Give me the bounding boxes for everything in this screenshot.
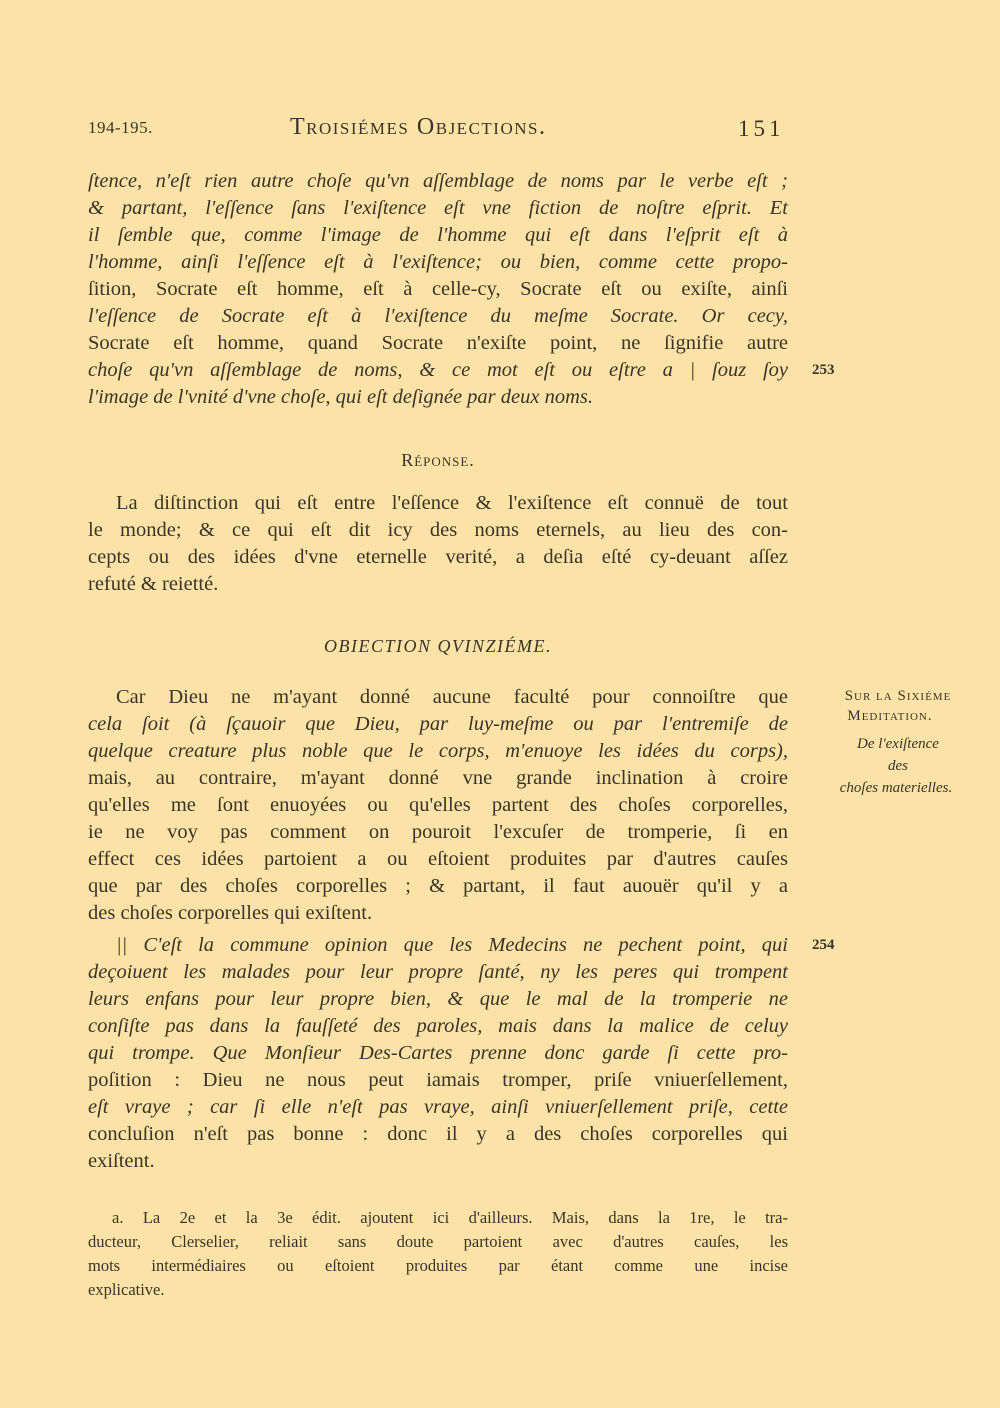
footnote-line: explicative. (88, 1280, 165, 1299)
text-line: mais, au contraire, m'ayant donné vne grande inclination à croire (88, 767, 788, 789)
text-line: deçoiuent les malades pour leur propre ſanté, ny les peres qui trompent (88, 961, 788, 983)
text-line: exiſtent. (88, 1150, 155, 1172)
text-line: l'homme, ainſi l'eſſence eſt à l'exiſtence; ou bien, comme cette propo- (88, 251, 788, 273)
text-line: le monde; & ce qui eſt dit icy des noms eternels, au lieu des con- (88, 519, 788, 541)
sidenote-line: Meditation. (847, 708, 933, 724)
text-line: ſition, Socrate eſt homme, eſt à celle-cy, Socrate eſt ou exiſte, ainſi (88, 278, 788, 300)
text-line: leurs enfans pour leur propre bien, & que le mal de la tromperie ne (88, 988, 788, 1010)
footnote-line: ducteur, Clerselier, reliait sans doute partoient avec d'autres cauſes, les (88, 1232, 788, 1251)
text-line: || C'eſt la commune opinion que les Medecins ne pechent point, qui (116, 934, 788, 956)
margin-page-number: 253 (812, 362, 835, 378)
text-line: effect ces idées partoient a ou eſtoient produites par d'autres cauſes (88, 848, 788, 870)
text-line: poſition : Dieu ne nous peut iamais tromper, priſe vniuerſellement, (88, 1069, 788, 1091)
text-line: choſe qu'vn aſſemblage de noms, & ce mot eſt ou eſtre a | ſouz ſoy (88, 359, 788, 381)
text-line: que par des choſes corporelles ; & partant, il faut auouër qu'il y a (88, 875, 788, 897)
running-title: Troisiémes Objections. (290, 114, 547, 140)
text-line: ſtence, n'eſt rien autre choſe qu'vn aſſemblage de noms par le verbe eſt ; (88, 170, 788, 192)
text-line: qu'elles me ſont enuoyées ou qu'elles partent des choſes corporelles, (88, 794, 788, 816)
text-line: La diſtinction qui eſt entre l'eſſence & l'exiſtence eſt connuë de tout (116, 492, 788, 514)
sidenote-line: des (888, 758, 908, 774)
text-line: ie ne voy pas comment on pouroit l'excuſer de tromperie, ſi en (88, 821, 788, 843)
text-line: cepts ou des idées d'vne eternelle verité, a deſia eſté cy-deuant aſſez (88, 546, 788, 568)
text-line: refuté & reietté. (88, 573, 219, 595)
text-line: cela ſoit (à ſçauoir que Dieu, par luy-meſme ou par l'entremiſe de (88, 713, 788, 735)
response-heading: Réponse. (401, 450, 475, 470)
text-line: des choſes corporelles qui exiſtent. (88, 902, 373, 924)
text-line: l'image de l'vnité d'vne choſe, qui eſt deſignée par deux noms. (88, 386, 594, 408)
text-line: qui trompe. Que Monſieur Des-Cartes prenne donc garde ſi cette pro- (88, 1042, 788, 1064)
page-range: 194-195. (88, 118, 153, 137)
margin-page-number: 254 (812, 937, 835, 953)
footnote-line: a. La 2e et la 3e édit. ajoutent ici d'ailleurs. Mais, dans la 1re, le tra- (112, 1208, 788, 1227)
text-line: l'eſſence de Socrate eſt à l'exiſtence du meſme Socrate. Or cecy, (88, 305, 788, 327)
sidenote-line: De l'exiſtence (857, 736, 939, 752)
sidenote-line: Sur la Sixiéme (844, 688, 952, 704)
text-line: conſiſte pas dans la fauſſeté des paroles, mais dans la malice de celuy (88, 1015, 788, 1037)
text-line: Socrate eſt homme, quand Socrate n'exiſte point, ne ſignifie autre (88, 332, 788, 354)
text-line: il ſemble que, comme l'image de l'homme qui eſt dans l'eſprit eſt à (88, 224, 788, 246)
text-line: quelque creature plus noble que le corps, m'enuoye les idées du corps), (88, 740, 788, 762)
sidenote-line: choſes materielles. (839, 780, 953, 796)
text-line: & partant, l'eſſence ſans l'exiſtence eſt vne fiction de noſtre eſprit. Et (88, 197, 788, 219)
footnote-line: mots intermédiaires ou eſtoient produites par étant comme une incise (88, 1256, 788, 1275)
text-line: Car Dieu ne m'ayant donné aucune faculté pour connoiſtre que (116, 686, 788, 708)
text-line: concluſion n'eſt pas bonne : donc il y a des choſes corporelles qui (88, 1123, 788, 1145)
folio-number: 151 (738, 116, 785, 141)
text-line: eſt vraye ; car ſi elle n'eſt pas vraye, ainſi vniuerſellement priſe, cette (88, 1096, 788, 1118)
objection-heading: OBIECTION QVINZIÉME. (324, 636, 552, 656)
